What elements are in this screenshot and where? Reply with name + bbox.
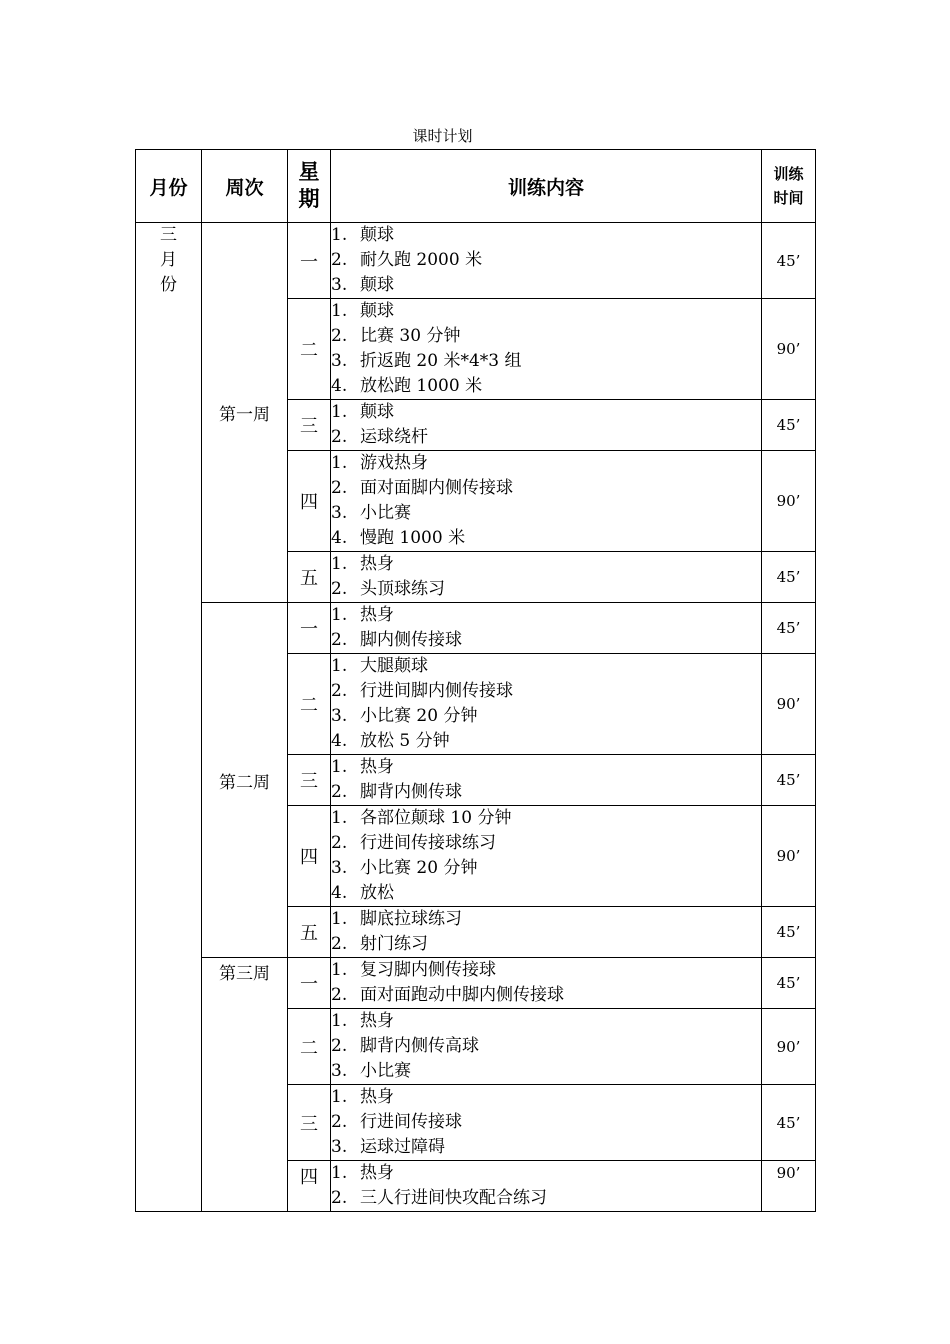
- day-cell: 四: [288, 451, 331, 552]
- item-text: 脚背内侧传高球: [360, 1036, 479, 1056]
- item-number: 2.: [331, 934, 348, 954]
- training-item: [331, 1186, 761, 1211]
- training-item-list: [331, 1009, 761, 1084]
- item-number: 2.: [331, 985, 348, 1005]
- training-item: [331, 983, 761, 1008]
- training-item-list: [331, 958, 761, 1008]
- item-text: 折返跑 20 米*4*3 组: [360, 351, 522, 371]
- item-number: 1.: [331, 1087, 348, 1107]
- training-item: [331, 577, 761, 602]
- month-char: 月: [160, 250, 177, 270]
- day-cell: 四: [288, 1161, 331, 1212]
- time-cell: 45’: [762, 1085, 816, 1161]
- item-text: 行进间传接球练习: [360, 833, 496, 853]
- training-item: [331, 552, 761, 577]
- item-number: 3.: [331, 351, 348, 371]
- item-text: 比赛 30 分钟: [360, 326, 461, 346]
- training-item: [331, 704, 761, 729]
- item-text: 热身: [360, 1087, 394, 1107]
- content-cell: [331, 400, 762, 451]
- training-item-list: [331, 223, 761, 298]
- training-item: [331, 476, 761, 501]
- item-text: 热身: [360, 605, 394, 625]
- item-text: 放松: [360, 883, 394, 903]
- training-item: [331, 831, 761, 856]
- training-item-list: [331, 755, 761, 805]
- training-item: [331, 780, 761, 805]
- item-number: 2.: [331, 250, 348, 270]
- item-text: 耐久跑 2000 米: [360, 250, 483, 270]
- item-text: 热身: [360, 1163, 394, 1183]
- time-cell: 45’: [762, 907, 816, 958]
- item-number: 2.: [331, 681, 348, 701]
- item-number: 1.: [331, 757, 348, 777]
- item-text: 行进间传接球: [360, 1112, 462, 1132]
- training-item: [331, 1161, 761, 1186]
- document-title: 课时计划: [412, 127, 473, 145]
- training-item-list: [331, 299, 761, 399]
- training-item: [331, 324, 761, 349]
- item-text: 游戏热身: [360, 453, 428, 473]
- training-item: [331, 755, 761, 780]
- time-cell: 90’: [762, 654, 816, 755]
- item-number: 3.: [331, 275, 348, 295]
- content-cell: [331, 654, 762, 755]
- item-number: 1.: [331, 453, 348, 473]
- item-text: 运球过障碍: [360, 1137, 445, 1157]
- training-item: [331, 603, 761, 628]
- item-number: 2.: [331, 326, 348, 346]
- item-text: 颠球: [360, 301, 394, 321]
- item-text: 三人行进间快攻配合练习: [360, 1188, 547, 1208]
- content-cell: [331, 1161, 762, 1212]
- item-number: 2.: [331, 478, 348, 498]
- item-number: 4.: [331, 883, 348, 903]
- week-cell: 第二周: [202, 603, 288, 958]
- training-item: [331, 374, 761, 399]
- item-number: 2.: [331, 1112, 348, 1132]
- content-cell: [331, 223, 762, 299]
- time-cell: 45’: [762, 552, 816, 603]
- item-text: 行进间脚内侧传接球: [360, 681, 513, 701]
- training-item: [331, 881, 761, 906]
- day-cell: 五: [288, 907, 331, 958]
- day-cell: 三: [288, 1085, 331, 1161]
- item-text: 小比赛 20 分钟: [360, 706, 478, 726]
- training-item: [331, 526, 761, 551]
- item-text: 射门练习: [360, 934, 428, 954]
- item-number: 1.: [331, 1163, 348, 1183]
- training-item: [331, 501, 761, 526]
- training-item: [331, 932, 761, 957]
- training-item: [331, 299, 761, 324]
- time-cell: 90’: [762, 806, 816, 907]
- item-number: 1.: [331, 656, 348, 676]
- time-cell: 90’: [762, 299, 816, 400]
- training-item: [331, 425, 761, 450]
- header-day-line2: 期: [298, 187, 320, 211]
- item-text: 颠球: [360, 275, 394, 295]
- item-text: 小比赛 20 分钟: [360, 858, 478, 878]
- item-text: 放松 5 分钟: [360, 731, 450, 751]
- training-item: [331, 1034, 761, 1059]
- training-item: [331, 1135, 761, 1160]
- content-cell: [331, 806, 762, 907]
- item-text: 脚底拉球练习: [360, 909, 462, 929]
- item-number: 1.: [331, 402, 348, 422]
- training-item-list: [331, 451, 761, 551]
- training-item-list: [331, 400, 761, 450]
- time-cell: 90’: [762, 1161, 816, 1212]
- item-text: 热身: [360, 757, 394, 777]
- day-cell: 二: [288, 654, 331, 755]
- training-item-list: [331, 806, 761, 906]
- item-number: 1.: [331, 808, 348, 828]
- day-cell: 三: [288, 755, 331, 806]
- item-text: 热身: [360, 1011, 394, 1031]
- item-text: 小比赛: [360, 1061, 411, 1081]
- header-day: [288, 150, 331, 223]
- item-text: 颠球: [360, 402, 394, 422]
- day-cell: 二: [288, 299, 331, 400]
- training-item-list: [331, 603, 761, 653]
- item-text: 各部位颠球 10 分钟: [360, 808, 512, 828]
- item-number: 2.: [331, 782, 348, 802]
- header-content: 训练内容: [331, 150, 762, 223]
- header-time-line2: 时间: [773, 189, 804, 207]
- item-number: 2.: [331, 579, 348, 599]
- content-cell: [331, 603, 762, 654]
- header-row: [136, 150, 816, 223]
- month-cell: [136, 223, 202, 1212]
- training-item: [331, 1085, 761, 1110]
- training-item: [331, 349, 761, 374]
- header-time-line1: 训练: [773, 165, 804, 183]
- header-day-line1: 星: [298, 160, 320, 184]
- item-text: 运球绕杆: [360, 427, 428, 447]
- time-cell: 90’: [762, 1009, 816, 1085]
- time-cell: 45’: [762, 603, 816, 654]
- day-row: [136, 958, 816, 1009]
- item-number: 4.: [331, 731, 348, 751]
- item-number: 1.: [331, 301, 348, 321]
- day-cell: 一: [288, 603, 331, 654]
- content-cell: [331, 299, 762, 400]
- item-text: 慢跑 1000 米: [360, 528, 466, 548]
- training-item: [331, 1059, 761, 1084]
- training-item: [331, 806, 761, 831]
- time-cell: 45’: [762, 958, 816, 1009]
- day-cell: 一: [288, 223, 331, 299]
- item-number: 1.: [331, 605, 348, 625]
- item-text: 脚背内侧传球: [360, 782, 462, 802]
- training-item-list: [331, 1161, 761, 1211]
- training-item: [331, 223, 761, 248]
- day-cell: 二: [288, 1009, 331, 1085]
- item-number: 3.: [331, 1061, 348, 1081]
- item-text: 面对面脚内侧传接球: [360, 478, 513, 498]
- day-row: [136, 603, 816, 654]
- item-number: 2.: [331, 1036, 348, 1056]
- time-cell: 45’: [762, 400, 816, 451]
- training-item: [331, 729, 761, 754]
- item-text: 复习脚内侧传接球: [360, 960, 496, 980]
- header-month: 月份: [136, 150, 202, 223]
- time-cell: 90’: [762, 451, 816, 552]
- item-number: 4.: [331, 528, 348, 548]
- time-cell: 45’: [762, 223, 816, 299]
- content-cell: [331, 552, 762, 603]
- item-number: 4.: [331, 376, 348, 396]
- content-cell: [331, 907, 762, 958]
- day-row: [136, 223, 816, 299]
- item-text: 大腿颠球: [360, 656, 428, 676]
- day-cell: 三: [288, 400, 331, 451]
- item-number: 2.: [331, 427, 348, 447]
- day-cell: 一: [288, 958, 331, 1009]
- training-item: [331, 907, 761, 932]
- item-text: 面对面跑动中脚内侧传接球: [360, 985, 564, 1005]
- item-number: 1.: [331, 960, 348, 980]
- training-item-list: [331, 907, 761, 957]
- week-cell: 第一周: [202, 223, 288, 603]
- item-text: 放松跑 1000 米: [360, 376, 483, 396]
- day-cell: 五: [288, 552, 331, 603]
- item-text: 小比赛: [360, 503, 411, 523]
- item-number: 3.: [331, 1137, 348, 1157]
- training-item: [331, 1009, 761, 1034]
- month-char: 三: [160, 225, 177, 245]
- training-item: [331, 248, 761, 273]
- training-item: [331, 451, 761, 476]
- time-cell: 45’: [762, 755, 816, 806]
- item-text: 热身: [360, 554, 394, 574]
- item-number: 1.: [331, 1011, 348, 1031]
- training-item-list: [331, 654, 761, 754]
- item-number: 2.: [331, 1188, 348, 1208]
- training-item: [331, 654, 761, 679]
- training-item: [331, 679, 761, 704]
- content-cell: [331, 451, 762, 552]
- month-char: 份: [160, 275, 177, 295]
- week-cell: 第三周: [202, 958, 288, 1212]
- training-item: [331, 1110, 761, 1135]
- content-cell: [331, 958, 762, 1009]
- lesson-plan-table: [135, 149, 816, 1212]
- training-item-list: [331, 1085, 761, 1160]
- training-item: [331, 958, 761, 983]
- training-item: [331, 400, 761, 425]
- content-cell: [331, 755, 762, 806]
- training-item: [331, 273, 761, 298]
- plan-body: [136, 223, 816, 1212]
- item-number: 1.: [331, 909, 348, 929]
- content-cell: [331, 1009, 762, 1085]
- item-number: 1.: [331, 225, 348, 245]
- item-number: 2.: [331, 630, 348, 650]
- item-text: 颠球: [360, 225, 394, 245]
- item-text: 脚内侧传接球: [360, 630, 462, 650]
- training-item-list: [331, 552, 761, 602]
- day-cell: 四: [288, 806, 331, 907]
- item-text: 头顶球练习: [360, 579, 445, 599]
- training-item: [331, 628, 761, 653]
- header-week: 周次: [202, 150, 288, 223]
- item-number: 1.: [331, 554, 348, 574]
- header-time: [762, 150, 816, 223]
- item-number: 2.: [331, 833, 348, 853]
- training-item: [331, 856, 761, 881]
- content-cell: [331, 1085, 762, 1161]
- item-number: 3.: [331, 706, 348, 726]
- item-number: 3.: [331, 503, 348, 523]
- item-number: 3.: [331, 858, 348, 878]
